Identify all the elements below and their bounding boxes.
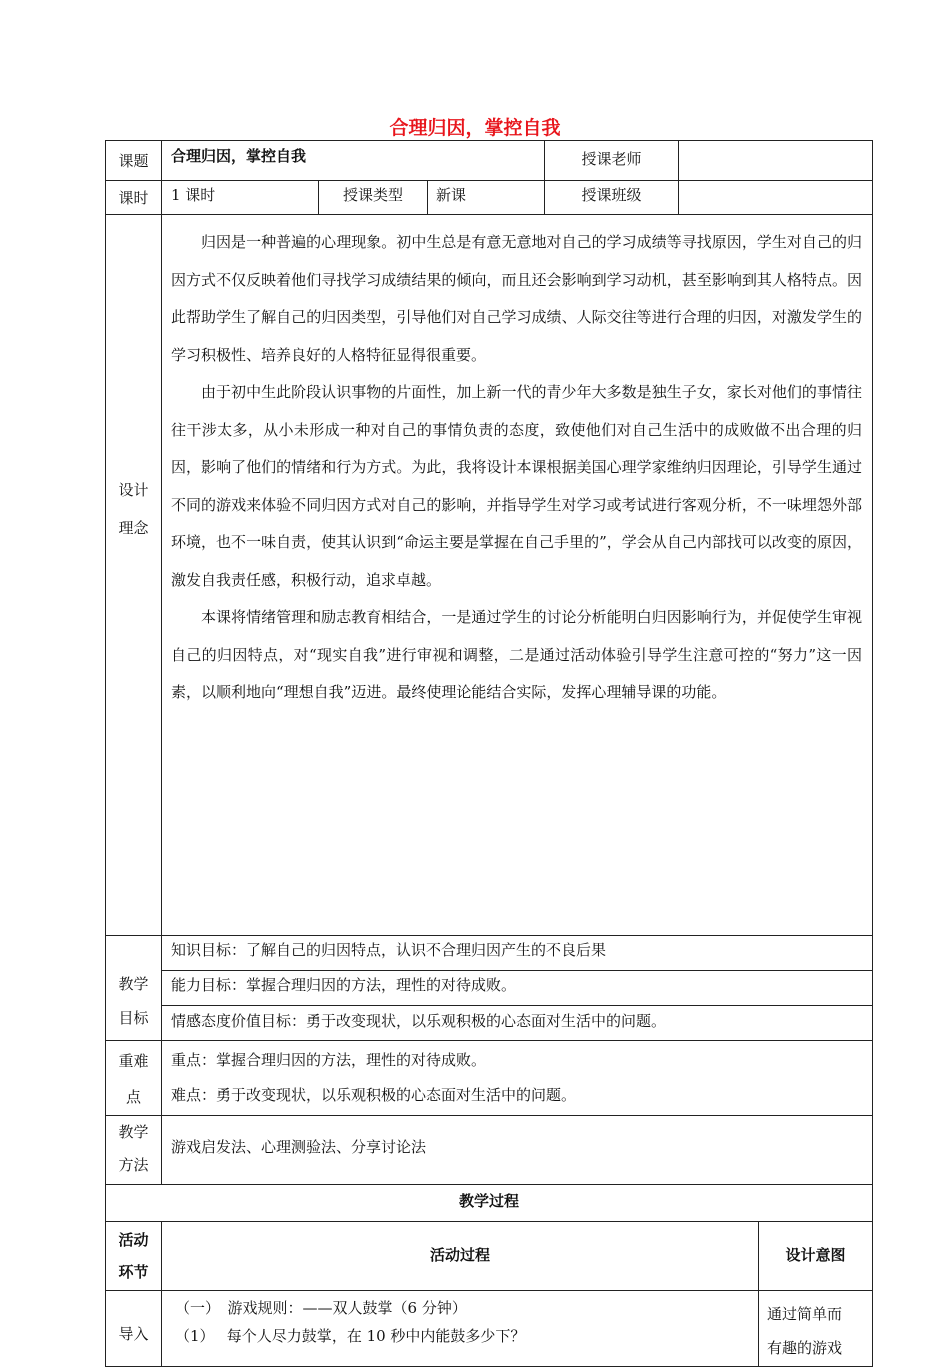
intro-line-1: （一） 游戏规则：——双人鼓掌（6 分钟） <box>175 1299 467 1317</box>
hours-value-cell <box>161 180 319 215</box>
keypoints-content-cell <box>161 1040 873 1116</box>
intro-intent-cell <box>758 1290 873 1367</box>
intro-intent-line1: 通过简单而 <box>767 1305 843 1323</box>
design-paragraph-1: 归因是一种普遍的心理现象。初中生总是有意无意地对自己的学习成绩等寻找原因，学生对自己的归因方式不仅反映着他们寻找学习成绩结果的倾向，而且还会影响到学习动机，甚至影响到其人格特点。因此帮助学生了解自己的归因类型，引导他们对自己学习成绩、人际交往等进行合理的归因，对激发学生的学习积极性、培养良好的人格特征显得很重要。 <box>171 233 862 364</box>
methods-content-cell <box>161 1115 873 1185</box>
goals-label-line1: 教学 <box>118 975 149 993</box>
methods-label-line2: 方法 <box>118 1156 149 1174</box>
keypoint-key: 重点：掌握合理归因的方法，理性的对待成败。 <box>171 1051 487 1069</box>
intro-intent-line2: 有趣的游戏 <box>767 1339 843 1357</box>
hours-value: 1 课时 <box>171 186 216 204</box>
topic-label: 课题 <box>118 152 149 170</box>
intro-line-2: （1） 每个人尽力鼓掌，在 10 秒中内能鼓多少下？ <box>175 1327 526 1345</box>
col-process-header: 活动过程 <box>429 1246 490 1264</box>
class-value-cell <box>678 180 873 215</box>
type-value-cell <box>427 180 545 215</box>
type-value: 新课 <box>436 186 467 204</box>
goal-knowledge: 知识目标：了解自己的归因特点，认识不合理归因产生的不良后果 <box>171 941 607 959</box>
goals-label-line2: 目标 <box>118 1009 149 1027</box>
col-stage-header-cell <box>105 1221 162 1291</box>
design-label-line2: 理念 <box>118 519 149 537</box>
class-label-cell <box>544 180 679 215</box>
goal-emotion: 情感态度价值目标：勇于改变现状，以乐观积极的心态面对生活中的问题。 <box>171 1012 667 1030</box>
goals-label-cell <box>105 935 162 1041</box>
hours-label: 课时 <box>118 189 149 207</box>
type-label: 授课类型 <box>342 186 403 204</box>
design-content-cell <box>161 214 873 936</box>
teacher-value-cell <box>678 140 873 181</box>
class-label: 授课班级 <box>581 186 642 204</box>
topic-value: 合理归因，掌控自我 <box>171 147 307 165</box>
process-header: 教学过程 <box>458 1192 519 1210</box>
goal-ability: 能力目标：掌握合理归因的方法，理性的对待成败。 <box>171 976 517 994</box>
col-intent-header: 设计意图 <box>785 1246 846 1264</box>
hours-label-cell <box>105 180 162 215</box>
keypoint-difficult: 难点：勇于改变现状，以乐观积极的心态面对生活中的问题。 <box>171 1086 577 1104</box>
topic-value-cell <box>161 140 545 181</box>
col-process-header-cell <box>161 1221 759 1291</box>
methods-label-line1: 教学 <box>118 1123 149 1141</box>
goal-emotion-cell <box>161 1005 873 1041</box>
keypoints-label-cell <box>105 1040 162 1116</box>
goal-knowledge-cell <box>161 935 873 971</box>
design-label-line1: 设计 <box>118 481 149 499</box>
teacher-label: 授课老师 <box>581 150 642 168</box>
type-label-cell <box>318 180 428 215</box>
col-stage-header-line2: 环节 <box>118 1263 149 1281</box>
methods-value: 游戏启发法、心理测验法、分享讨论法 <box>171 1138 427 1156</box>
intro-label-cell <box>105 1290 162 1367</box>
keypoints-label-line1: 重难 <box>118 1052 149 1070</box>
intro-label: 导入 <box>118 1325 149 1343</box>
document-title: 合理归因，掌控自我 <box>389 117 561 139</box>
keypoints-label-line2: 点 <box>125 1088 141 1106</box>
process-header-cell <box>105 1184 873 1222</box>
design-label-cell <box>105 214 162 936</box>
methods-label-cell <box>105 1115 162 1185</box>
goal-ability-cell <box>161 970 873 1006</box>
topic-label-cell <box>105 140 162 181</box>
col-intent-header-cell <box>758 1221 873 1291</box>
col-stage-header-line1: 活动 <box>118 1231 149 1249</box>
design-paragraph-2: 由于初中生此阶段认识事物的片面性，加上新一代的青少年大多数是独生子女，家长对他们的事情往往干涉太多，从小未形成一种对自己的事情负责的态度，致使他们对自己生活中的成败做不出合理的归因，影响了他们的情绪和行为方式。为此，我将设计本课根据美国心理学家维纳归因理论，引导学生通过不同的游戏来体验不同归因方式对自己的影响，并指导学生对学习或考试进行客观分析，不一味埋怨外部环境，也不一味自责，使其认识到“命运主要是掌握在自己手里的”，学会从自己内部找可以改变的原因，激发自我责任感，积极行动，追求卓越。 <box>171 383 862 589</box>
teacher-label-cell <box>544 140 679 181</box>
intro-content-cell <box>161 1290 759 1367</box>
design-paragraph-3: 本课将情绪管理和励志教育相结合，一是通过学生的讨论分析能明白归因影响行为，并促使学生审视自己的归因特点，对“现实自我”进行审视和调整，二是通过活动体验引导学生注意可控的“努力”这一因素，以顺利地向“理想自我”迈进。最终使理论能结合实际，发挥心理辅导课的功能。 <box>171 608 862 701</box>
